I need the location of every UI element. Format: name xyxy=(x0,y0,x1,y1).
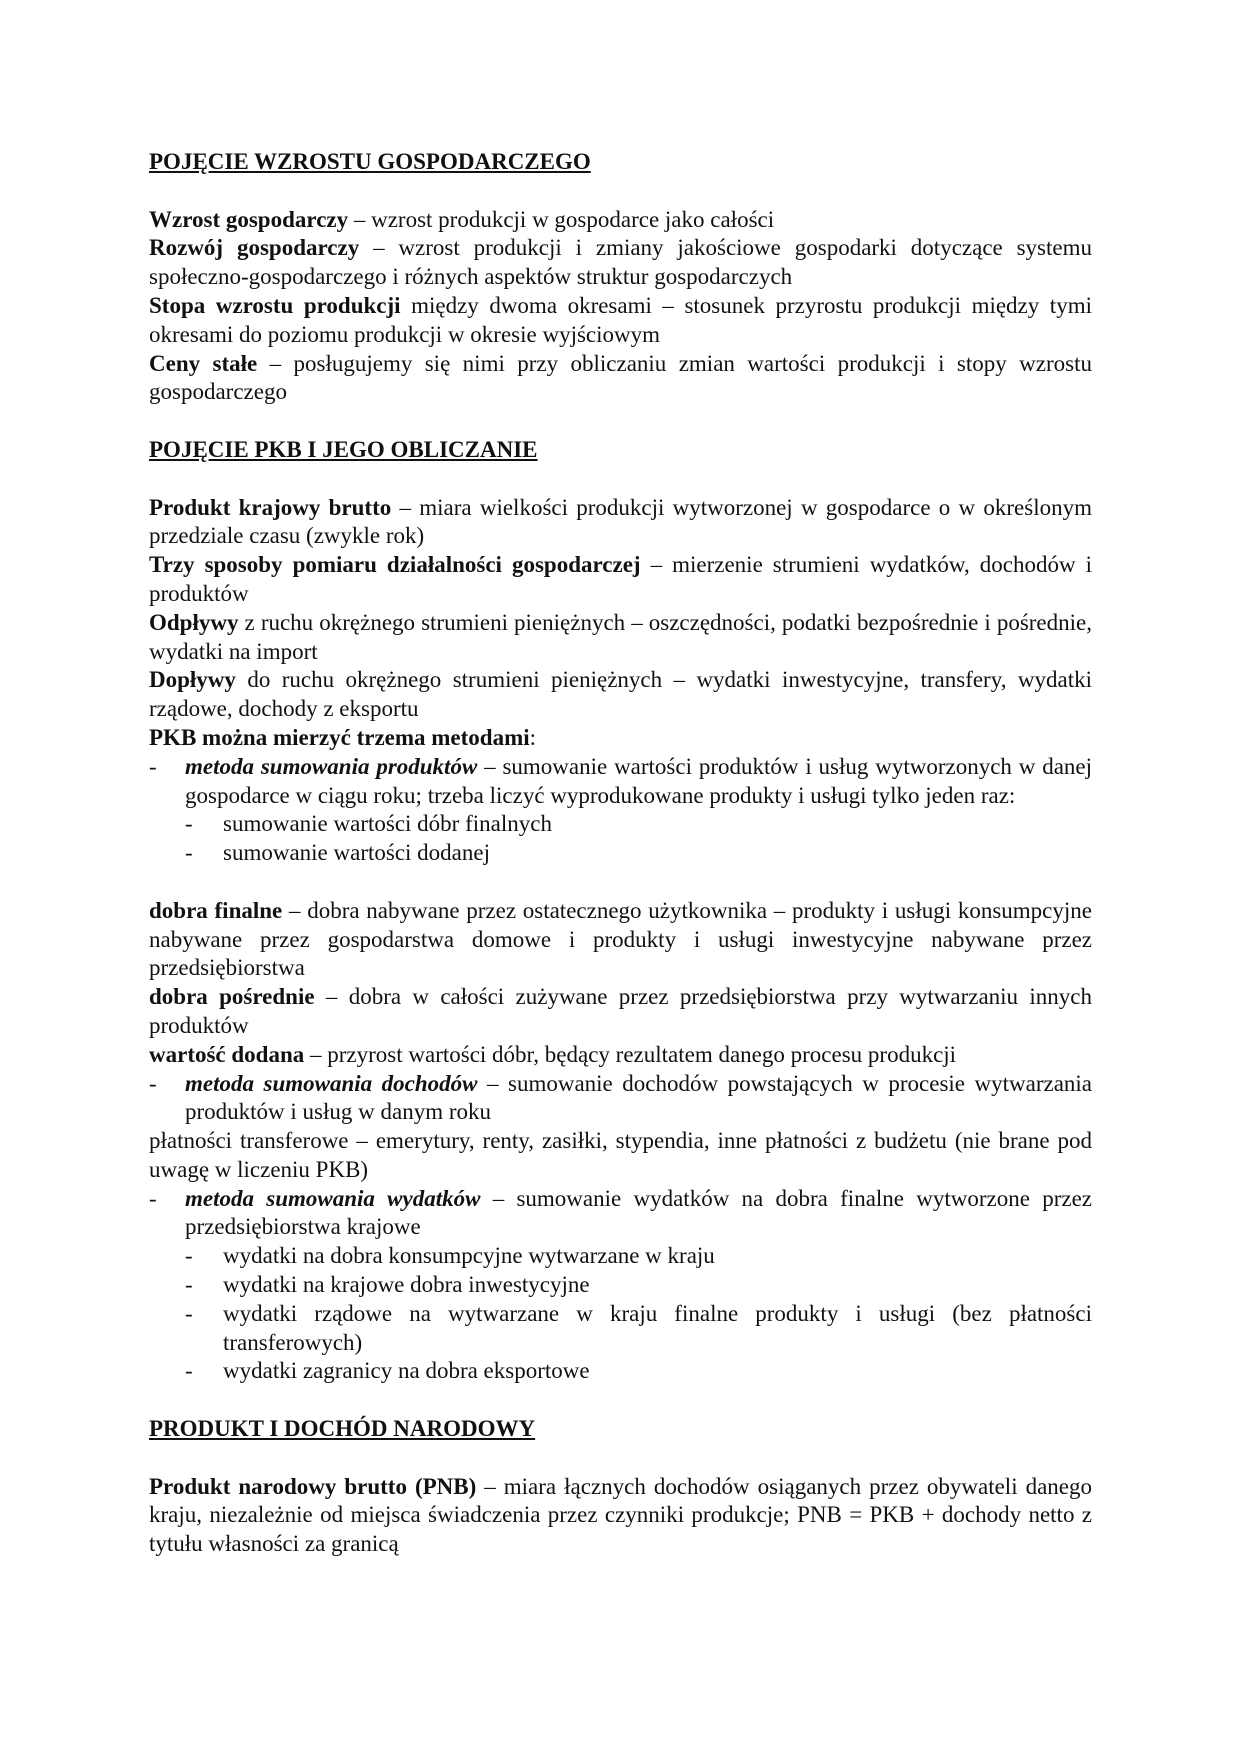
definition xyxy=(149,1041,1092,1070)
definition-text: – dobra w całości zużywane przez przedsiębiorstwa przy wytwarzaniu innych produktów xyxy=(149,984,1092,1038)
definition-text: – sumowanie wydatków na dobra finalne wytworzone przez przedsiębiorstwa krajowe xyxy=(185,1185,1092,1240)
definition xyxy=(149,897,1092,983)
definition-text: z ruchu okrężnego strumieni pieniężnych – oszczędności, podatki bezpośrednie i pośrednie, wydatki na import xyxy=(149,609,1092,664)
sub-item-text: wydatki na dobra konsumpcyjne wytwarzane w kraju xyxy=(223,1243,715,1269)
definition-text: : xyxy=(529,724,537,750)
term: Ceny stałe xyxy=(149,350,258,376)
definition xyxy=(149,983,1092,1041)
bullet-dash: - xyxy=(185,811,193,837)
bullet-dash: - xyxy=(149,1070,157,1096)
term: metoda sumowania dochodów xyxy=(185,1070,478,1096)
definition-text: do ruchu okrężnego strumieni pieniężnych – wydatki inwestycyjne, transfery, wydatki rządowe, dochody z eksportu xyxy=(149,667,1092,722)
section-heading: POJĘCIE WZROSTU GOSPODARCZEGO xyxy=(149,149,591,174)
bullet-dash: - xyxy=(185,1358,193,1384)
list-item xyxy=(149,1185,1092,1243)
term: wartość dodana xyxy=(149,1041,305,1067)
term: Dopływy xyxy=(149,667,236,693)
sub-list-item xyxy=(149,1357,1092,1386)
term: Produkt krajowy brutto xyxy=(149,494,392,520)
definition-text: – mierzenie strumieni wydatków, dochodów i produktów xyxy=(149,552,1093,606)
definition xyxy=(149,350,1092,408)
sub-list-item xyxy=(149,810,1092,839)
definition xyxy=(149,724,1092,753)
definition-text: – przyrost wartości dóbr, będący rezultatem danego procesu produkcji xyxy=(304,1041,957,1067)
definition xyxy=(149,1473,1092,1559)
definition-text: – sumowanie dochodów powstających w procesie wytwarzania produktów i usług w danym roku xyxy=(185,1070,1093,1125)
term: Produkt narodowy brutto (PNB) xyxy=(149,1473,477,1499)
bullet-dash: - xyxy=(185,840,193,866)
sub-list-item xyxy=(149,1300,1092,1358)
document-page xyxy=(149,148,1092,1559)
section-heading: PRODUKT I DOCHÓD NARODOWY xyxy=(149,1416,536,1442)
sub-item-text: wydatki zagranicy na dobra eksportowe xyxy=(223,1358,590,1384)
definition-text: – dobra nabywane przez ostatecznego użytkownika – produkty i usługi konsumpcyjne nabywane przez gospodarstwa domowe i produkty i usługi inwestycyjne nabywane przez przedsiębiorstwa xyxy=(149,897,1092,981)
definition-text: – sumowanie wartości produktów i usług wytworzonych w danej gospodarce w ciągu roku; trzeba liczyć wyprodukowane produkty i usługi tylko jeden raz: xyxy=(185,753,1092,808)
definition xyxy=(149,292,1092,350)
section-heading: POJĘCIE PKB I JEGO OBLICZANIE xyxy=(149,436,538,462)
definition-text: – miara łącznych dochodów osiąganych przez obywateli danego kraju, niezależnie od miejsca świadczenia przez czynniki produkcje; PNB = PKB + dochody netto z tytułu własności za granicą xyxy=(149,1473,1092,1557)
term: dobra finalne xyxy=(149,897,283,923)
bullet-dash: - xyxy=(185,1243,193,1269)
term: metoda sumowania wydatków xyxy=(185,1185,481,1211)
term: Wzrost gospodarczy xyxy=(149,206,349,232)
bullet-dash: - xyxy=(185,1300,193,1326)
term: Odpływy xyxy=(149,609,239,635)
bullet-dash: - xyxy=(149,753,157,779)
definition-text: – wzrost produkcji i zmiany jakościowe gospodarki dotyczące systemu społeczno-gospodarczego i różnych aspektów struktur gospodarczych xyxy=(149,235,1092,290)
definition xyxy=(149,666,1092,724)
sub-item-text: wydatki rządowe na wytwarzane w kraju finalne produkty i usługi (bez płatności transferowych) xyxy=(223,1300,1092,1355)
term: dobra pośrednie xyxy=(149,984,315,1010)
bullet-dash: - xyxy=(149,1185,157,1211)
sub-item-text: sumowanie wartości dóbr finalnych xyxy=(223,811,552,837)
list-item xyxy=(149,1070,1092,1128)
definition xyxy=(149,206,1092,235)
definition xyxy=(149,551,1092,609)
sub-item-text: sumowanie wartości dodanej xyxy=(223,840,490,866)
definition xyxy=(149,609,1092,667)
term: Stopa wzrostu produkcji xyxy=(149,292,401,318)
bullet-dash: - xyxy=(185,1272,193,1298)
sub-item-text: wydatki na krajowe dobra inwestycyjne xyxy=(223,1272,590,1298)
definition-text: między dwoma okresami – stosunek przyrostu produkcji między tymi okresami do poziomu produkcji w okresie wyjściowym xyxy=(149,292,1092,347)
term: PKB można mierzyć trzema metodami xyxy=(149,724,530,750)
transfer-payments-note: płatności transferowe – emerytury, renty, zasiłki, stypendia, inne płatności z budżetu (nie brane pod uwagę w liczeniu PKB) xyxy=(149,1128,1092,1182)
sub-list-item xyxy=(149,839,1092,868)
term: metoda sumowania produktów xyxy=(185,753,478,779)
term: Rozwój gospodarczy xyxy=(149,235,360,261)
sub-list-item xyxy=(149,1242,1092,1271)
definition-text: – posługujemy się nimi przy obliczaniu zmian wartości produkcji i stopy wzrostu gospodarczego xyxy=(149,350,1092,405)
definition xyxy=(149,494,1092,552)
sub-list-item xyxy=(149,1271,1092,1300)
definition-text: – wzrost produkcji w gospodarce jako całości xyxy=(348,206,775,232)
definition xyxy=(149,234,1092,292)
definition-text: – miara wielkości produkcji wytworzonej w gospodarce o w określonym przedziale czasu (zwykle rok) xyxy=(149,494,1092,549)
term: Trzy sposoby pomiaru działalności gospodarczej xyxy=(149,552,641,578)
list-item xyxy=(149,753,1092,811)
